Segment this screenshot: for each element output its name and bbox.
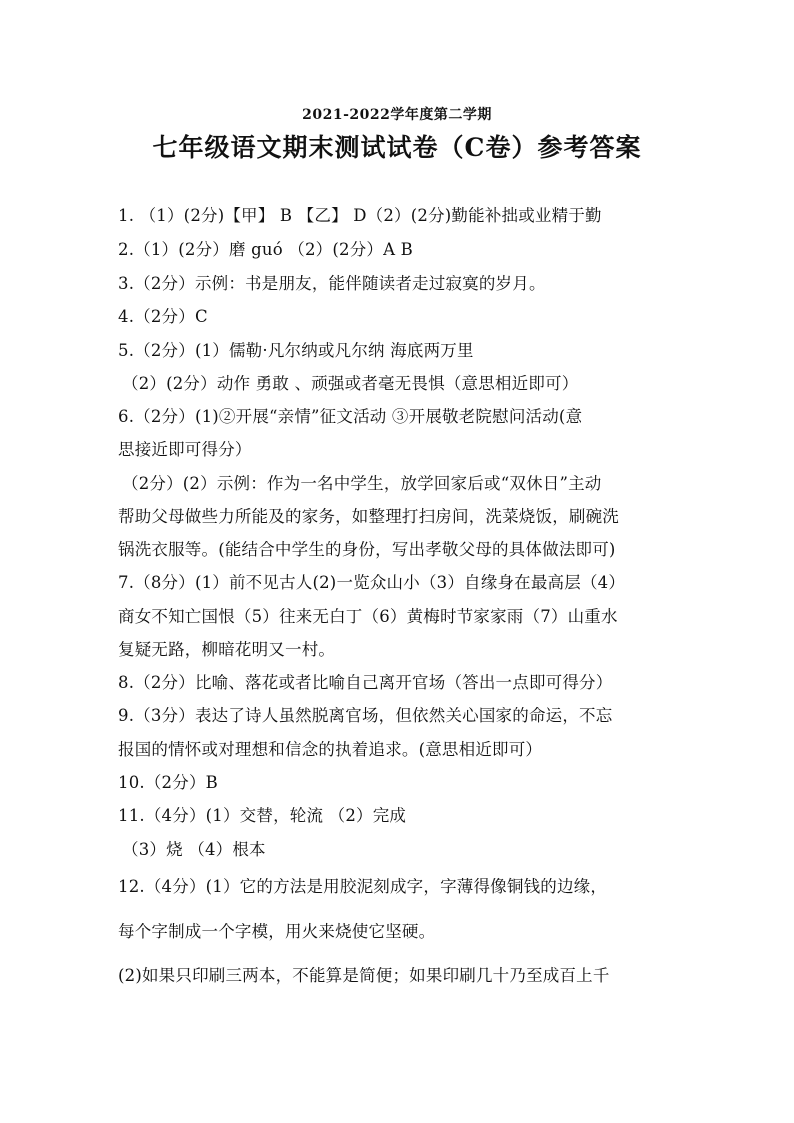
answer-line: 1. （1）(2分)【甲】 B 【乙】 D（2）(2分)勤能补拙或业精于勤 [118, 206, 602, 225]
page-title: 七年级语文期末测试试卷（C卷）参考答案 [152, 133, 642, 162]
answer-line: 10.（2分）B [118, 773, 218, 792]
answer-line: 每个字制成一个字模，用火来烧使它坚硬。 [118, 922, 436, 941]
answer-line: 12.（4分）(1）它的方法是用胶泥刻成字，字薄得像铜钱的边缘， [118, 877, 608, 896]
answer-line: 商女不知亡国恨（5）往来无白丁（6）黄梅时节家家雨（7）山重水 [118, 607, 618, 626]
answer-line: 11.（4分）(1）交替，轮流 （2）完成 [118, 806, 407, 825]
answer-line: 2.（1）(2分）磨 guó （2）(2分）A B [118, 240, 414, 259]
answer-line: 4.（2分）C [118, 307, 208, 326]
answer-line: 报国的情怀或对理想和信念的执着追求。(意思相近即可） [118, 740, 543, 759]
answer-line: 帮助父母做些力所能及的家务，如整理打扫房间，洗菜烧饭，刷碗洗 [118, 507, 619, 526]
semester-subtitle: 2021-2022学年度第二学期 [302, 107, 492, 123]
answer-line: （3）烧 （4）根本 [122, 840, 266, 859]
answer-line: （2）(2分）动作 勇敢 、顽强或者毫无畏惧（意思相近即可） [122, 374, 579, 393]
answer-line: 复疑无路，柳暗花明又一村。 [118, 640, 336, 659]
answer-line: （2分）(2）示例：作为一名中学生，放学回家后或“双休日”主动 [122, 474, 602, 493]
answer-line: 思接近即可得分） [118, 440, 252, 459]
answer-line: 锅洗衣服等。(能结合中学生的身份，写出孝敬父母的具体做法即可) [118, 540, 616, 559]
answer-line: (2)如果只印刷三两本，不能算是简便；如果印刷几十乃至成百上千 [118, 966, 610, 985]
answer-line: 3.（2分）示例：书是朋友，能伴随读者走过寂寞的岁月。 [118, 274, 546, 293]
answer-line: 5.（2分）(1）儒勒·凡尔纳或凡尔纳 海底两万里 [118, 341, 474, 360]
answer-line: 7.（8分）(1）前不见古人(2)一览众山小（3）自缘身在最高层（4） [118, 573, 626, 592]
answer-line: 8.（2分）比喻、落花或者比喻自己离开官场（答出一点即可得分） [118, 673, 613, 692]
answer-line: 6.（2分）(1)②开展“亲情”征文活动 ③开展敬老院慰问活动(意 [118, 407, 583, 426]
answer-line: 9.（3分）表达了诗人虽然脱离官场，但依然关心国家的命运，不忘 [118, 706, 613, 725]
